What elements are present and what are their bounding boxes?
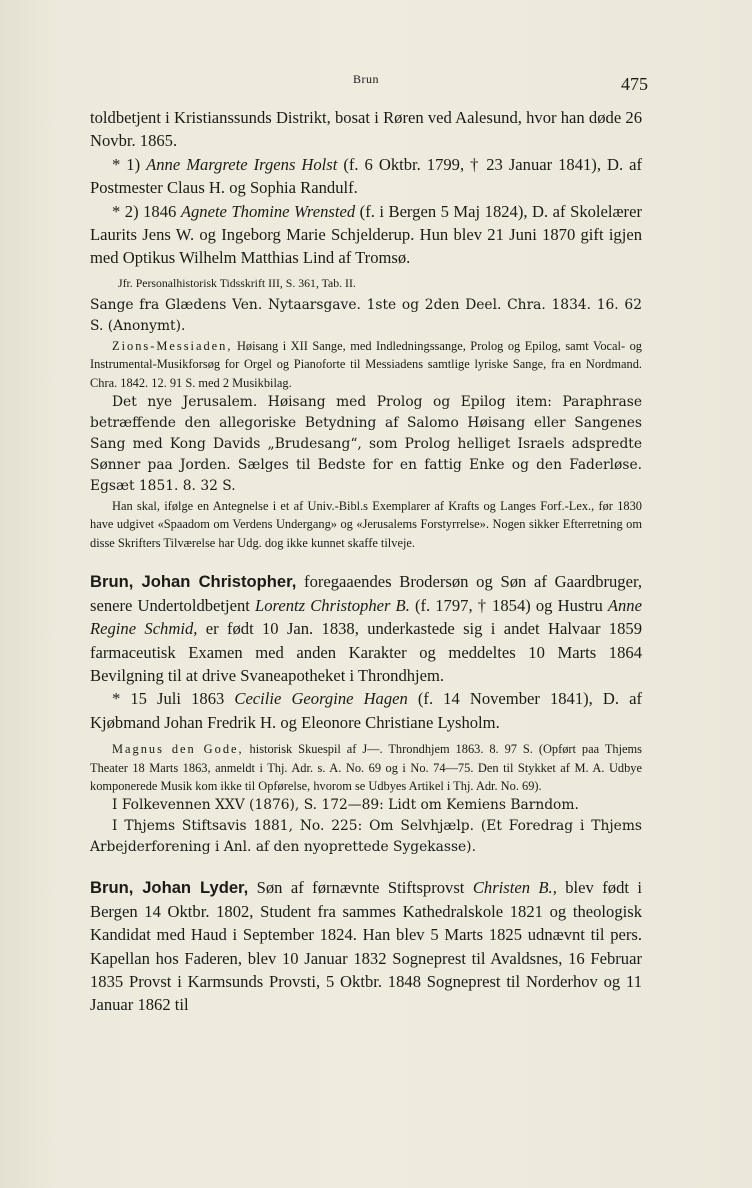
entry-name: Brun, Johan Christopher,: [90, 572, 297, 592]
spouse-name: Anne Margrete Irgens Holst: [146, 154, 338, 174]
biography-entry: [90, 570, 642, 858]
works-entry: Zions-Messiaden, Høisang i XII Sange, med Indledningssange, Prolog og Epilog, samt Vocal- og Instrumental-Musikforsøg for Orgel og Pianoforte til Messiadens samtlige lyriske Sange, fra en Nordmand. Chra. 1842. 12. 91 S. med 2 Musikbilag.: [90, 338, 642, 390]
running-header: [90, 72, 648, 106]
biography-entry: [90, 876, 642, 1016]
entry-body: Brun, Johan Christopher, foregaaendes Brodersøn og Søn af Gaardbruger, senere Undertoldbetjent Lorentz Christopher B. (f. 1797, † 1854) og Hustru Anne Regine Schmid, er født 10 Jan. 1838, underkastede sig i andet Halvaar 1859 farmaceutisk Examen med anden Karakter og meddeltes 10 Marts 1864 Bevilgning til at drive Svaneapotheket i Throndhjem.: [90, 572, 642, 685]
entry-name: Brun, Johan Lyder,: [90, 878, 249, 898]
reference-note: Jfr. Personalhistorisk Tidsskrift III, S. 361, Tab. II.: [118, 275, 356, 290]
holst-marriage-2: * 2) 1846 Agnete Thomine Wrensted (f. i Bergen 5 Maj 1824), D. af Skolelærer Laurits Jens W. og Ingeborg Marie Schjelderup. Hun blev 21 Juni 1870 gift igjen med Optikus Wilhelm Matthias Lind af Tromsø.: [90, 201, 642, 268]
works-entry: Sange fra Glædens Ven. Nytaarsgave. 1ste og 2den Deel. Chra. 1834. 16. 62 S. (Anonymt).: [90, 296, 642, 334]
works-entry: Det nye Jerusalem. Høisang med Prolog og Epilog item: Paraphrase betræffende den allegoriske Betydning af Salomo Høisang eller Sangenes Sang med Kong Davids „Brudesang“, som Prolog helliget Israels adspredte Sønner paa Jorden. Sælges til Bedste for en fattig Enke og den Faderløse. Egsæt 1851. 8. 32 S.: [90, 394, 642, 495]
spouse-name: Cecilie Georgine Hagen: [234, 689, 408, 709]
holst-marriage-1: * 1) Anne Margrete Irgens Holst (f. 6 Oktbr. 1799, † 23 Januar 1841), D. af Postmester Claus H. og Sophia Randulf.: [90, 154, 642, 198]
entry-body: Brun, Johan Lyder, Søn af førnævnte Stiftsprovst Christen B., blev født i Bergen 14 Oktbr. 1802, Student fra sammes Kathedralskole 1821 og theologisk Kandidat med Haud i September 1824. Han blev 5 Marts 1825 udnævnt til pers. Kapellan hos Faderen, blev 10 Januar 1832 Sogneprest til Avaldsnes, 16 Februar 1835 Provst i Karmsunds Provsti, 5 Oktbr. 1848 Sogneprest til Norderhov og 11 Januar 1862 til: [90, 878, 642, 1015]
running-title: Brun: [353, 72, 379, 86]
spouse-name: Agnete Thomine Wrensted: [180, 201, 356, 221]
page-number: 475: [621, 74, 648, 94]
marriage-line: * 15 Juli 1863 Cecilie Georgine Hagen (f. 14 November 1841), D. af Kjøbmand Johan Fredrik H. og Eleonore Christiane Lysholm.: [90, 689, 643, 732]
works-entry: I Folkevennen XXV (1876), S. 172—89: Lidt om Kemiens Barndom.: [112, 797, 579, 814]
holst-continuation: toldbetjent i Kristianssunds Distrikt, bosat i Røren ved Aalesund, hvor han døde 26 Novbr. 1865.: [90, 108, 642, 151]
works-entry: Magnus den Gode, historisk Skuespil af J—. Throndhjem 1863. 8. 97 S. (Opført paa Thjems Theater 18 Marts 1863, anmeldt i Thj. Adr. s. A. No. 69 og i No. 74—75. Den til Stykket af M. A. Udbye komponerede Musik kom ikke til Opførelse, hvorom se Udbyes Artikel i Thj. Adr. No. 69).: [90, 742, 642, 793]
works-entry: I Thjems Stiftsavis 1881, No. 225: Om Selvhjælp. (Et Foredrag i Thjems Arbejderforening i Anl. af den nyoprettede Sygekasse).: [90, 818, 642, 856]
works-note: Han skal, ifølge en Antegnelse i et af Univ.-Bibl.s Exemplarer af Krafts og Langes Forf.-Lex., før 1830 have udgivet «Spaadom om Verdens Undergang» og «Jerusalems Forstyrrelse». Nogen sikker Efterretning om disse Skrifters Tilværelse har Udg. dog ikke kunnet skaffe tilveje.: [90, 499, 642, 550]
